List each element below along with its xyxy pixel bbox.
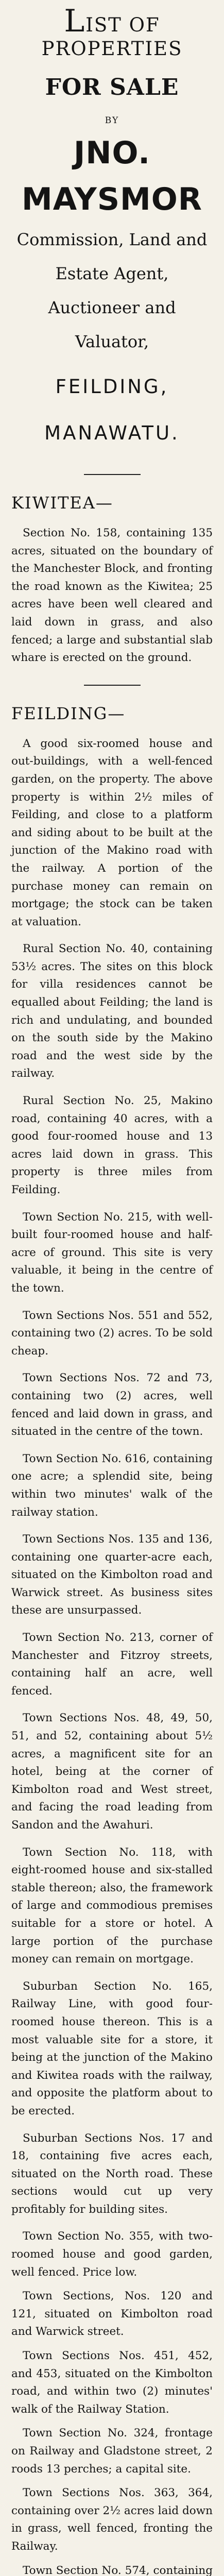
property-entry: Town Section No. 324, frontage on Railway and Gladstone street, 2 roods 13 perches; a capital site. xyxy=(11,2427,213,2476)
property-entry: Suburban Sections Nos. 17 and 18, containing five acres each, situated on the North road. These sections would cut up very profitably for building sites. xyxy=(11,2131,213,2216)
list-title xyxy=(11,3,213,61)
property-entry: Town Sections Nos. 135 and 136, containing one quarter-acre each, situated on the Kimbolton road and Warwick street. As business sites these are unsurpassed. xyxy=(11,1533,213,1617)
title-rest: IST OF PROPERTIES xyxy=(41,14,183,60)
agent-role-line-2: Estate Agent, xyxy=(55,264,169,283)
kiwitea-heading: KIWITEA— xyxy=(11,493,113,513)
title-dropcap: L xyxy=(64,3,86,39)
kiwitea-section xyxy=(11,490,213,667)
property-entry: Rural Section No. 40, containing 53½ acres. The sites on this block for villa residences cannot be equalled about Feilding; the land is rich and undulating, and bounded on the south side by the Makino road and the west side by the railway. xyxy=(11,942,213,1080)
property-entry: A good six-roomed house and out-buildings, with a well-fenced garden, on the property. The above property is within 2½ miles of Feilding, and close to a platform and siding about to be built at the junction of the Makino road with the railway. A portion of the purchase money can remain on mortgage; the stock can be taken at valuation. xyxy=(11,737,213,928)
by-label: BY xyxy=(105,115,119,126)
property-entry: Town Sections Nos. 72 and 73, containing two (2) acres, well fenced and laid down in grass, and situated in the centre of the town. xyxy=(11,1371,213,1438)
property-entry: Town Section No. 616, containing one acre; a splendid site, being within two minutes' walk of the railway station. xyxy=(11,1452,213,1519)
property-entry: Town Sections, Nos. 120 and 121, situated on Kimbolton road and Warwick street. xyxy=(11,2290,213,2338)
property-entry: Town Sections Nos. 363, 364, containing over 2½ acres laid down in grass, well fenced, fronting the Railway. xyxy=(11,2486,213,2553)
agent-role-line-3: Auctioneer and Valuator, xyxy=(48,298,176,351)
divider-middle xyxy=(84,685,141,686)
property-entry: Section No. 158, containing 135 acres, situated on the boundary of the Manchester Block, and fronting the road known as the Kiwitea; 25 acres have been well cleared and laid down in grass, and also fenced; a large and substantial slab whare is erected on the ground. xyxy=(11,527,213,665)
agent-location: FEILDING, MANAWATU. xyxy=(44,376,180,444)
property-entry: Town Sections Nos. 551 and 552, containing two (2) acres. To be sold cheap. xyxy=(11,1309,213,1358)
agent-role-line-1: Commission, Land and xyxy=(16,230,208,249)
for-sale-subtitle: FOR SALE xyxy=(45,74,179,100)
property-entry: Town Section No. 215, with well-built four-roomed house and half-acre of ground. This site is very valuable, it being in the centre of the town. xyxy=(11,1210,213,1295)
agent-name: JNO. MAYSMOR xyxy=(22,135,202,217)
property-entry: Town Sections Nos. 451, 452, and 453, situated on the Kimbolton road, and within two (2) minutes' walk of the Railway Station. xyxy=(11,2349,213,2416)
ad-header xyxy=(11,3,213,456)
feilding-heading: FEILDING— xyxy=(11,703,126,723)
property-entry: Rural Section No. 25, Makino road, containing 40 acres, with a good four-roomed house and 13 acres laid down in grass. This property is three miles from Feilding. xyxy=(11,1094,213,1196)
property-entry: Town Sections Nos. 48, 49, 50, 51, and 52, containing about 5½ acres, a magnificent site for an hotel, being at the corner of Kimbolton road and West street, and facing the road leading from Sandon and the Awahuri. xyxy=(11,1711,213,1832)
property-entry: Town Section No. 355, with two-roomed house and good garden, well fenced. Price low. xyxy=(11,2230,213,2279)
property-entry: Town Section No. 118, with eight-roomed house and six-stalled stable thereon; also, the framework of large and commodious premises suitable for a store or hotel. A large portion of the purchase money can remain on mortgage. xyxy=(11,1845,213,1966)
property-entry: Town Section No. 574, containing xyxy=(23,2564,213,2576)
divider-top xyxy=(84,474,141,475)
property-entry: Town Section No. 213, corner of Manchester and Fitzroy streets, containing half an acre, well fenced. xyxy=(11,1631,213,1698)
feilding-section xyxy=(11,701,213,2576)
property-entry: Suburban Section No. 165, Railway Line, with good four-roomed house thereon. This is a most valuable site for a store, it being at the junction of the Makino and Kiwitea roads with the railway, and opposite the platform about to be erected. xyxy=(11,1979,213,2117)
